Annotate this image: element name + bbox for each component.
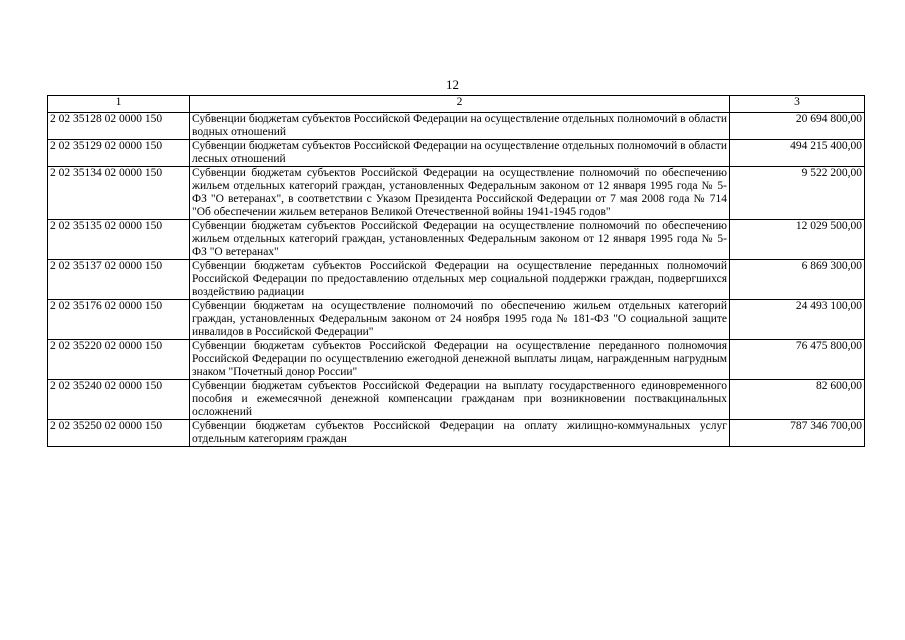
description-cell: Субвенции бюджетам субъектов Российской Федерации на осуществление полномочий по обеспечению жильем отдельных категорий граждан, установленных Федеральным законом от 12 января 1995 года № 5-ФЗ "О ветеранах"	[190, 220, 730, 260]
budget-code-cell: 2 02 35137 02 0000 150	[48, 260, 190, 300]
description-cell: Субвенции бюджетам на осуществление полномочий по обеспечению жильем отдельных категорий граждан, установленных Федеральным законом от 24 ноября 1995 года № 181-ФЗ "О социальной защите инвалидов в Российской Федерации"	[190, 300, 730, 340]
amount-cell: 76 475 800,00	[730, 340, 865, 380]
description-cell: Субвенции бюджетам субъектов Российской Федерации на выплату государственного единовременного пособия и ежемесячной денежной компенсации гражданам при возникновении поствакцинальных осложнений	[190, 380, 730, 420]
table-row	[48, 167, 865, 220]
description-cell: Субвенции бюджетам субъектов Российской Федерации на осуществление отдельных полномочий в области водных отношений	[190, 113, 730, 140]
table-header-row	[48, 96, 865, 113]
budget-code-cell: 2 02 35250 02 0000 150	[48, 420, 190, 447]
budget-code-cell: 2 02 35176 02 0000 150	[48, 300, 190, 340]
description-cell: Субвенции бюджетам субъектов Российской Федерации на осуществление отдельных полномочий в области лесных отношений	[190, 140, 730, 167]
description-cell: Субвенции бюджетам субъектов Российской Федерации на оплату жилищно-коммунальных услуг отдельным категориям граждан	[190, 420, 730, 447]
budget-table	[47, 95, 865, 447]
budget-code-cell: 2 02 35220 02 0000 150	[48, 340, 190, 380]
amount-cell: 24 493 100,00	[730, 300, 865, 340]
table-row	[48, 140, 865, 167]
table-row	[48, 340, 865, 380]
budget-code-cell: 2 02 35240 02 0000 150	[48, 380, 190, 420]
budget-code-cell: 2 02 35128 02 0000 150	[48, 113, 190, 140]
description-cell: Субвенции бюджетам субъектов Российской Федерации на осуществление переданных полномочий Российской Федерации по предоставлению отдельных мер социальной поддержки граждан, подвергшихся воздействию радиации	[190, 260, 730, 300]
amount-cell: 12 029 500,00	[730, 220, 865, 260]
amount-cell: 494 215 400,00	[730, 140, 865, 167]
header-col-2: 2	[190, 96, 730, 113]
header-col-1: 1	[48, 96, 190, 113]
table-row	[48, 260, 865, 300]
description-cell: Субвенции бюджетам субъектов Российской Федерации на осуществление переданного полномочия Российской Федерации по осуществлению ежегодной денежной выплаты лицам, награжденным нагрудным знаком "Почетный донор России"	[190, 340, 730, 380]
amount-cell: 9 522 200,00	[730, 167, 865, 220]
budget-code-cell: 2 02 35129 02 0000 150	[48, 140, 190, 167]
amount-cell: 82 600,00	[730, 380, 865, 420]
budget-code-cell: 2 02 35135 02 0000 150	[48, 220, 190, 260]
table-row	[48, 380, 865, 420]
amount-cell: 20 694 800,00	[730, 113, 865, 140]
header-col-3: 3	[730, 96, 865, 113]
budget-code-cell: 2 02 35134 02 0000 150	[48, 167, 190, 220]
table-row	[48, 300, 865, 340]
table-row	[48, 113, 865, 140]
table-row	[48, 420, 865, 447]
page-number: 12	[446, 77, 459, 92]
amount-cell: 787 346 700,00	[730, 420, 865, 447]
amount-cell: 6 869 300,00	[730, 260, 865, 300]
description-cell: Субвенции бюджетам субъектов Российской Федерации на осуществление полномочий по обеспечению жильем отдельных категорий граждан, установленных Федеральным законом от 12 января 1995 года № 5-ФЗ "О ветеранах", в соответствии с Указом Президента Российской Федерации от 7 мая 2008 года № 714 "Об обеспечении жильем ветеранов Великой Отечественной войны 1941-1945 годов"	[190, 167, 730, 220]
table-row	[48, 220, 865, 260]
